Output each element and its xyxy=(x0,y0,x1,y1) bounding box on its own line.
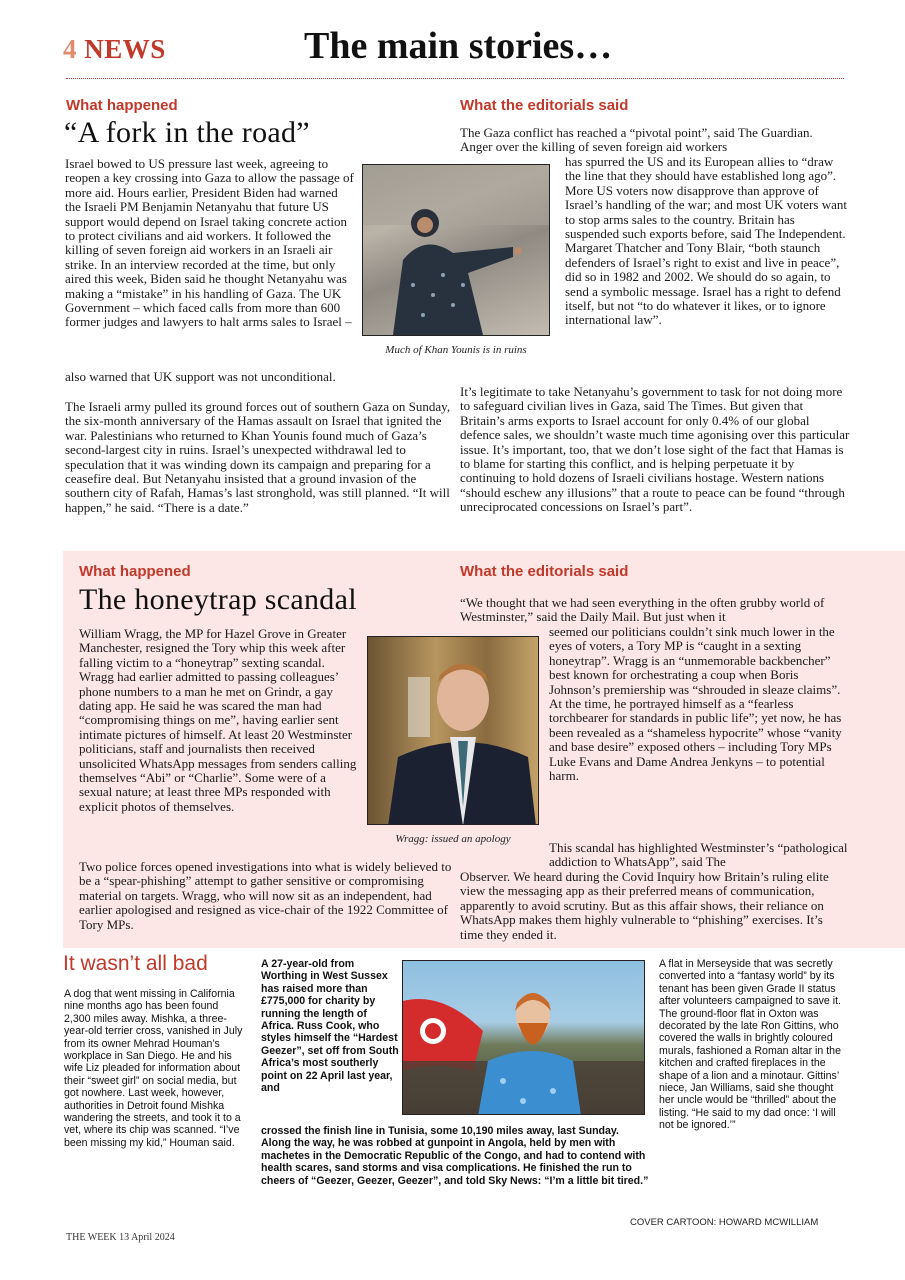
section-label xyxy=(63,34,166,65)
story1-para1-tail: also warned that UK support was not unconditional. xyxy=(65,369,336,384)
story1-editorial-para1: has spurred the US and its European allies to “draw the line that they should have established long ago”. More US voters now disapprove than approve of Israel’s handling of the war; and most UK voters want to stop arms sales to the country. Britain has suspended such exports before, said The Independent. Margaret Thatcher and Tony Blair, “both staunch defenders of Israel’s right to exist and live in peace”, did so in 1982 and 2002. We should do so again, to send a symbolic message. Israel has a right to defend itself, but not “to do whatever it likes, or to ignore international law”. xyxy=(565,154,847,328)
photo-wragg xyxy=(367,636,539,825)
story2-editorial-para2: Observer. We heard during the Covid Inquiry how Britain’s ruling elite view the messaging app as their preferred means of communication, apparently to avoid scrutiny. But as this affair shows, their reliance on WhatsApp makes them highly vulnerable to “phishing” exercises. It’s time they ended it. xyxy=(460,869,829,942)
story2-editorials-kicker: What the editorials said xyxy=(460,563,629,580)
story1-editorial-para2: It’s legitimate to take Netanyahu’s government to task for not doing more to safeguard civilian lives in Gaza, said The Times. But given that Britain’s arms exports to Israel account for only 0.4% of our global defence sales, we shouldn’t waste much time agonising over this particular issue. It’s important, too, that we don’t lose sight of the fact that Hamas is to blame for starting this conflict, and is helping perpetuate it by continuing to hold dozens of Israeli civilians hostage. Western nations “should eschew any illusions” that a route to peace can be found “through unreciprocated concessions on Israel’s part”. xyxy=(460,384,850,515)
photo-russ-cook xyxy=(402,960,645,1115)
good-news-dog-story: A dog that went missing in California nine months ago has been found 2,300 miles away. Mishka, a three-year-old terrier cross, vanished in July from its owner Mehrad Houman’s workplace in San Diego. He and his wife Liz pleaded for information about their “sweet girl” on social media, but got nowhere. Last week, however, authorities in Detroit found Mishka wandering the streets, and took it to a vet, where its chip was scanned. “I’ve been missing my kid,” Houman said. xyxy=(64,988,243,1149)
good-news-flat-story: A flat in Merseyside that was secretly converted into a “fantasy world” by its tenant has been given Grade II status after volunteers campaigned to save it. The ground-floor flat in Oxton was decorated by the late Ron Gittins, who covered the walls in brightly coloured murals, fashioned a Roman altar in the kitchen and crafted fireplaces in the shape of a lion and a minotaur. Gittins’ niece, Jan Williams, said she thought her uncle would be “thrilled” about the listing. “He said to my dad once: ‘I will not be ignored.’” xyxy=(659,958,841,1132)
page-title: The main stories… xyxy=(304,25,613,67)
story2-editorial-para2-top: This scandal has highlighted Westminster’s “pathological addiction to WhatsApp”, said The xyxy=(549,840,848,870)
story1-headline: “A fork in the road” xyxy=(64,116,310,149)
story2-kicker: What happened xyxy=(79,563,191,580)
good-news-heading: It wasn’t all bad xyxy=(63,952,208,975)
good-news-run-story-top: A 27-year-old from Worthing in West Sussex has raised more than £775,000 for charity by running the length of Africa. Russ Cook, who styles himself the “Hardest Geezer”, set off from South Africa’s most southerly point on 22 April last year, and xyxy=(261,958,399,1095)
photo-khan-younis xyxy=(362,164,550,336)
story2-para2: Two police forces opened investigations into what is widely believed to be a “spear-phishing” attempt to gather sensitive or compromising material on targets. Wragg, who will now sit as an independent, had earlier apologised and resigned as vice-chair of the 1922 Committee of Tory MPs. xyxy=(79,859,452,932)
divider xyxy=(66,78,844,79)
story2-headline: The honeytrap scandal xyxy=(79,583,357,616)
publication-date: THE WEEK 13 April 2024 xyxy=(66,1232,175,1243)
runner-with-flag-icon xyxy=(403,961,645,1115)
story1-para2: The Israeli army pulled its ground forces out of southern Gaza on Sunday, the six-month anniversary of the Hamas assault on Israel that ignited the war. Palestinians who returned to Khan Younis found much of Gaza’s second-largest city in ruins. Israel’s unexpected withdrawal led to speculation that it was winding down its campaign and preparing for a ceasefire deal. But Netanyahu insisted that a ground invasion of the southern city of Rafah, Hamas’s last stronghold, was still planned. “It will happen,” he said. “There is a date.” xyxy=(65,399,451,515)
story2-editorial-para1-top: “We thought that we had seen everything in the often grubby world of Westminster,” said the Daily Mail. But just when it xyxy=(460,595,825,625)
cover-credit: COVER CARTOON: HOWARD MCWILLIAM xyxy=(630,1217,819,1228)
section-name: NEWS xyxy=(84,34,166,64)
page-number: 4 xyxy=(63,34,77,64)
story1-kicker: What happened xyxy=(66,97,178,114)
story1-para1: Israel bowed to US pressure last week, agreeing to reopen a key crossing into Gaza to allow the passage of more aid. Hours earlier, President Biden had warned the Israeli PM Benjamin Netanyahu that future US support would depend on Israel taking concrete action to protect civilians and aid workers. It followed the killing of seven foreign aid workers in an Israeli air strike. In an interview recorded at the time, but only aired this week, Biden said he thought Netanyahu was making a “mistake” in his handling of Gaza. The UK Government – which faced calls from more than 600 former judges and lawyers to halt arms sales to Israel – xyxy=(65,156,354,330)
woman-in-rubble-icon xyxy=(363,165,550,336)
story2-para1: William Wragg, the MP for Hazel Grove in Greater Manchester, resigned the Tory whip this week after falling victim to a “honeytrap” sexting scandal. Wragg had earlier admitted to passing colleagues’ phone numbers to a man he met on Grindr, a gay dating app. He said he was scared the man had “compromising things on me”, having earlier sent intimate pictures of himself. At least 20 Westminster politicians, staff and journalists then received unsolicited WhatsApp messages from senders calling themselves “Abi” or “Charlie”. Some were of a sexual nature; at least three MPs responded with explicit photos of themselves. xyxy=(79,626,357,814)
story1-editorials-kicker: What the editorials said xyxy=(460,97,629,114)
portrait-icon xyxy=(368,637,539,825)
photo-caption: Wragg: issued an apology xyxy=(395,833,511,845)
good-news-run-story: crossed the finish line in Tunisia, some 10,190 miles away, last Sunday. Along the way, he was robbed at gunpoint in Angola, held by men with machetes in the Democratic Republic of the Congo, and had to contend with health scares, sand storms and visa complications. He finished the run to cheers of “Geezer, Geezer, Geezer”, and told Sky News: “I’m a little bit tired.” xyxy=(261,1125,649,1187)
story2-editorial-para1: seemed our politicians couldn’t sink much lower in the eyes of voters, a Tory MP is “caught in a sexting honeytrap”. Wragg is an “unmemorable backbencher” best known for orchestrating a coup when Boris Johnson’s premiership was “shrouded in sleaze claims”. At the time, he portrayed himself as a “fearless torchbearer for standards in public life”; yet now, he has been revealed as a “shameless hypocrite” whose “vanity and base desire” exposed others – including Tory MPs Luke Evans and Dame Andrea Jenkyns – to potential harm. xyxy=(549,624,842,784)
story1-editorial-para1-top: The Gaza conflict has reached a “pivotal point”, said The Guardian. Anger over the killing of seven foreign aid workers xyxy=(460,125,813,155)
photo-caption: Much of Khan Younis is in ruins xyxy=(385,344,527,356)
